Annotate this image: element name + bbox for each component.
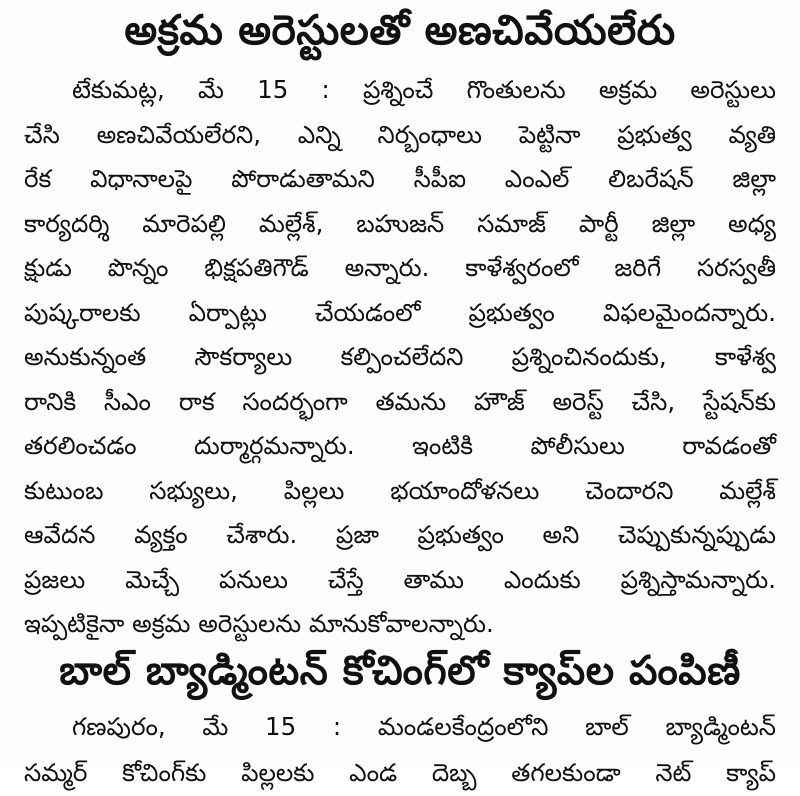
body-line: రానికి సీఎం రాక సందర్భంగా తమను హౌజ్ అరెస్ట్ చేసి, స్టేషన్‌కు bbox=[24, 386, 776, 416]
body-line: ఇప్పటికైనా అక్రమ అరెస్టులను మానుకోవాలన్నారు. bbox=[24, 609, 494, 638]
body-line: ఆవేదన వ్యక్తం చేశారు. ప్రజా ప్రభుత్వం అని చెప్పుకున్నప్పుడు bbox=[24, 520, 776, 549]
body-line: ప్రజలు మెచ్చే పనులు చేస్తే తాము ఎందుకు ప్రశ్నిస్తామన్నారు. bbox=[24, 564, 776, 594]
article-headline: అక్రమ అరెస్టులతో అణచివేయలేరు bbox=[124, 6, 676, 54]
body-line: కుటుంబ సభ్యులు, పిల్లలు భయాందోళనలు చెందారని మల్లేశ్ bbox=[24, 475, 776, 505]
body-line: తరలించడం దుర్మార్గమన్నారు. ఇంటికి పోలీసులు రావడంతో bbox=[24, 431, 776, 460]
body-line: పుష్కరాలకు ఏర్పాట్లు చేయడంలో ప్రభుత్వం విఫలమైందన్నారు. bbox=[24, 297, 776, 327]
article-headline: బాల్ బ్యాడ్మింటన్ కోచింగ్‌లో క్యాప్‌ల పంపిణీ bbox=[59, 648, 741, 694]
body-line: క్షుడు పొన్నం భిక్షపతిగౌడ్ అన్నారు. కాళేశ్వరంలో జరిగే సరస్వతీ bbox=[24, 253, 776, 282]
body-line: గణపురం, మే 15 : మండలకేంద్రంలోని బాల్ బ్యాడ్మింటన్ bbox=[72, 712, 776, 741]
body-line: రేక విధానాలపై పోరాడుతామని సీపీఐ ఎంఎల్ లిబరేషన్ జిల్లా bbox=[24, 164, 776, 193]
body-line: సమ్మర్ కోచింగ్‌కు పిల్లలకు ఎండ దెబ్బ తగలకుండా నెట్ క్యాప్ bbox=[24, 758, 776, 787]
body-line: అనుకున్నంత సౌకర్యాలు కల్పించలేదని ప్రశ్నించినందుకు, కాళేశ్వ bbox=[24, 342, 776, 371]
article-body bbox=[24, 704, 776, 796]
body-line: కార్యదర్శి మారెపల్లి మల్లేశ్, బహుజన్ సమాజ్ పార్టీ జిల్లా అధ్య bbox=[24, 208, 776, 238]
body-line: టేకుమట్ల, మే 15 : ప్రశ్నించే గొంతులను అక్రమ అరెస్టులు bbox=[72, 75, 776, 104]
article-body bbox=[24, 68, 776, 647]
body-line: చేసి అణచివేయలేరని, ఎన్ని నిర్బంధాలు పెట్టినా ప్రభుత్వ వ్యతి bbox=[24, 119, 776, 149]
